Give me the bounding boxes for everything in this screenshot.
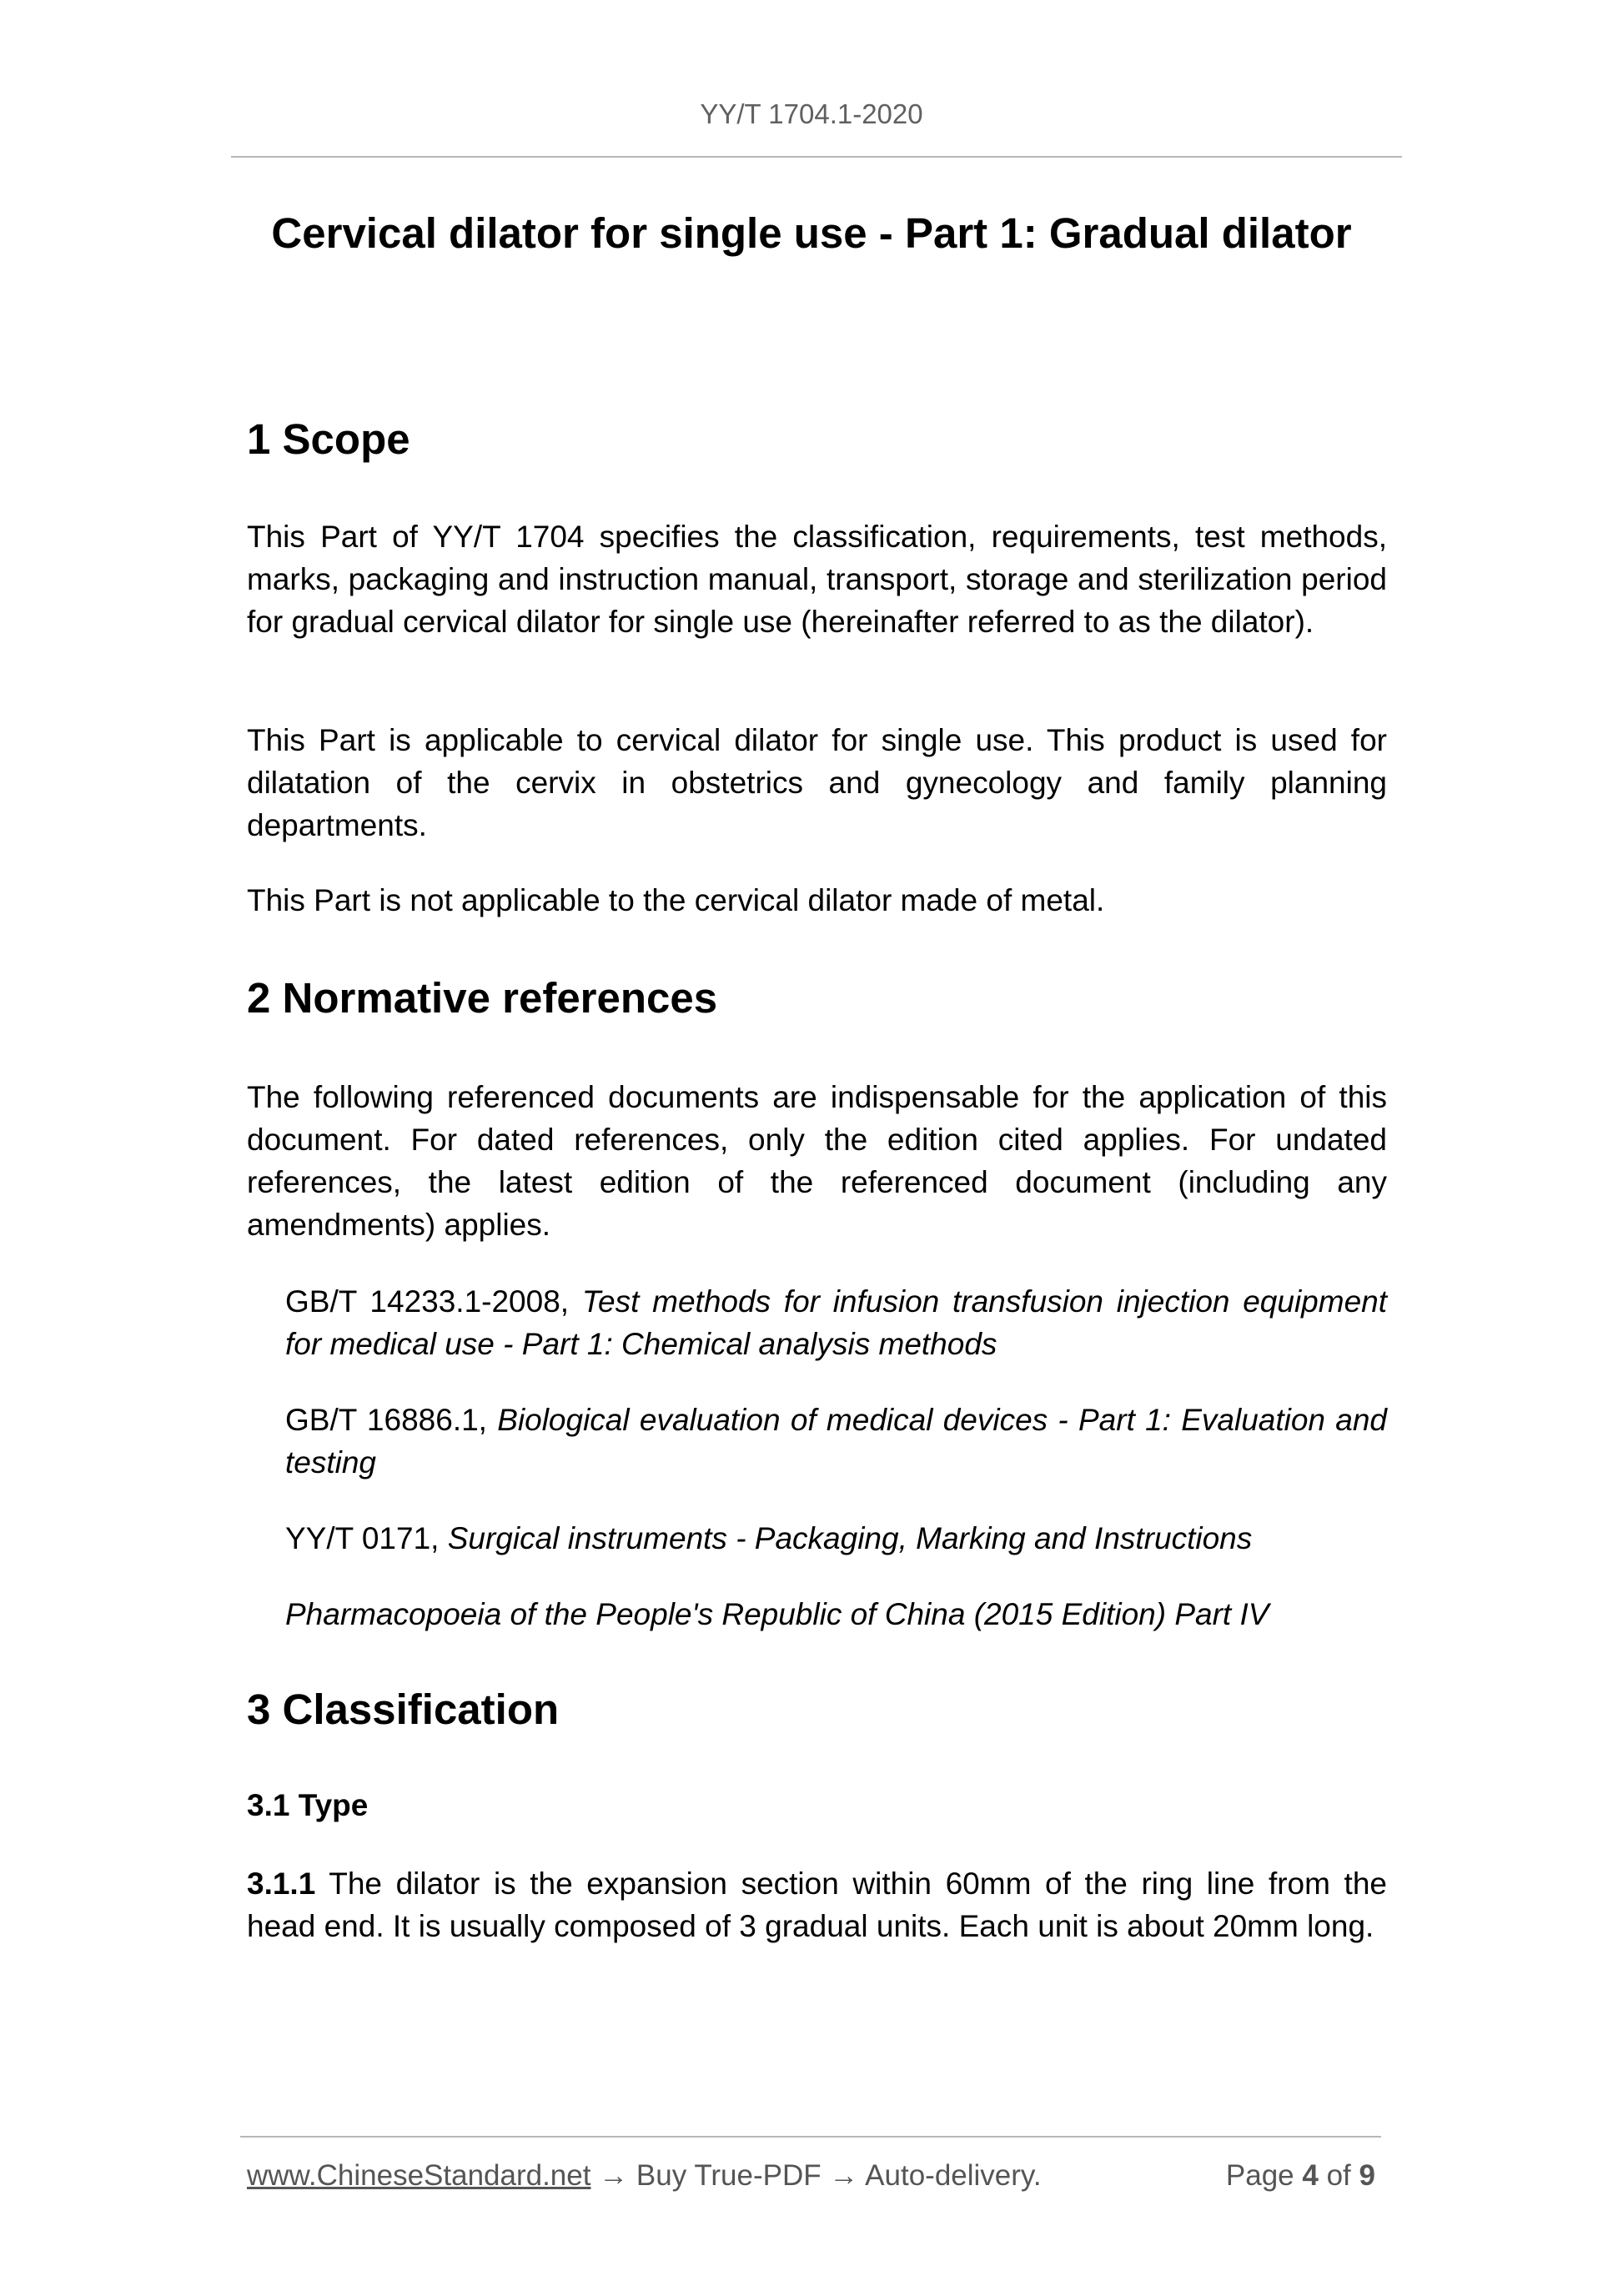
- website-link[interactable]: www.ChineseStandard.net: [247, 2159, 591, 2192]
- section-1-heading: 1 Scope: [247, 415, 410, 463]
- reference-title: Surgical instruments - Packaging, Marking and Instructions: [447, 1521, 1253, 1555]
- page-indicator: [1226, 2159, 1375, 2193]
- page-total: 9: [1359, 2159, 1375, 2192]
- clause-3-1-1-paragraph: [247, 1862, 1387, 1947]
- reference-code: GB/T 14233.1-2008,: [285, 1284, 582, 1319]
- references-intro-paragraph: The following referenced documents are indispensable for the application of this document. For dated references, only the edition cited applies. For undated references, the latest edition of the referenced document (including any amendments) applies.: [247, 1080, 1387, 1242]
- page-number: 4: [1302, 2159, 1319, 2192]
- reference-item: [285, 1399, 1387, 1484]
- reference-item: [285, 1593, 1387, 1635]
- reference-item: [285, 1517, 1387, 1560]
- of-label: of: [1326, 2159, 1351, 2192]
- footer-promo: [247, 2159, 1042, 2193]
- section-3-heading: 3 Classification: [247, 1686, 560, 1733]
- scope-paragraph-1: This Part of YY/T 1704 specifies the classification, requirements, test methods, marks, packaging and instruction manual, transport, storage and sterilization period for gradual cervical dilator for single use (hereinafter referred to as the dilator).: [247, 520, 1387, 639]
- reference-code: YY/T 0171,: [285, 1521, 448, 1555]
- reference-item: [285, 1280, 1387, 1365]
- footer-divider: [240, 2136, 1381, 2138]
- reference-title: Test methods for infusion transfusion injection equipment for medical use - Part 1: Chemical analysis methods: [285, 1284, 1388, 1361]
- clause-text: The dilator is the expansion section within 60mm of the ring line from the head end. It is usually composed of 3 gradual units. Each unit is about 20mm long.: [247, 1866, 1387, 1943]
- reference-title: Pharmacopoeia of the People's Republic of China (2015 Edition) Part IV: [285, 1597, 1269, 1631]
- subsection-3-1-heading: 3.1 Type: [247, 1788, 369, 1822]
- page-label: Page: [1225, 2159, 1294, 2192]
- scope-paragraph-2: This Part is applicable to cervical dilator for single use. This product is used for dilatation of the cervix in obstetrics and gynecology and family planning departments.: [247, 723, 1387, 842]
- document-title: Cervical dilator for single use - Part 1: Gradual dilator: [271, 209, 1352, 257]
- clause-number: 3.1.1: [247, 1866, 316, 1901]
- header-standard-code: YY/T 1704.1-2020: [700, 98, 923, 129]
- reference-code: GB/T 16886.1,: [285, 1403, 498, 1437]
- header-divider: [231, 156, 1402, 158]
- reference-title: Biological evaluation of medical devices - Part 1: Evaluation and testing: [285, 1403, 1388, 1480]
- footer-tagline: → Buy True-PDF → Auto-delivery.: [590, 2159, 1042, 2192]
- section-2-heading: 2 Normative references: [247, 974, 718, 1022]
- scope-paragraph-3: This Part is not applicable to the cervical dilator made of metal.: [247, 883, 1105, 917]
